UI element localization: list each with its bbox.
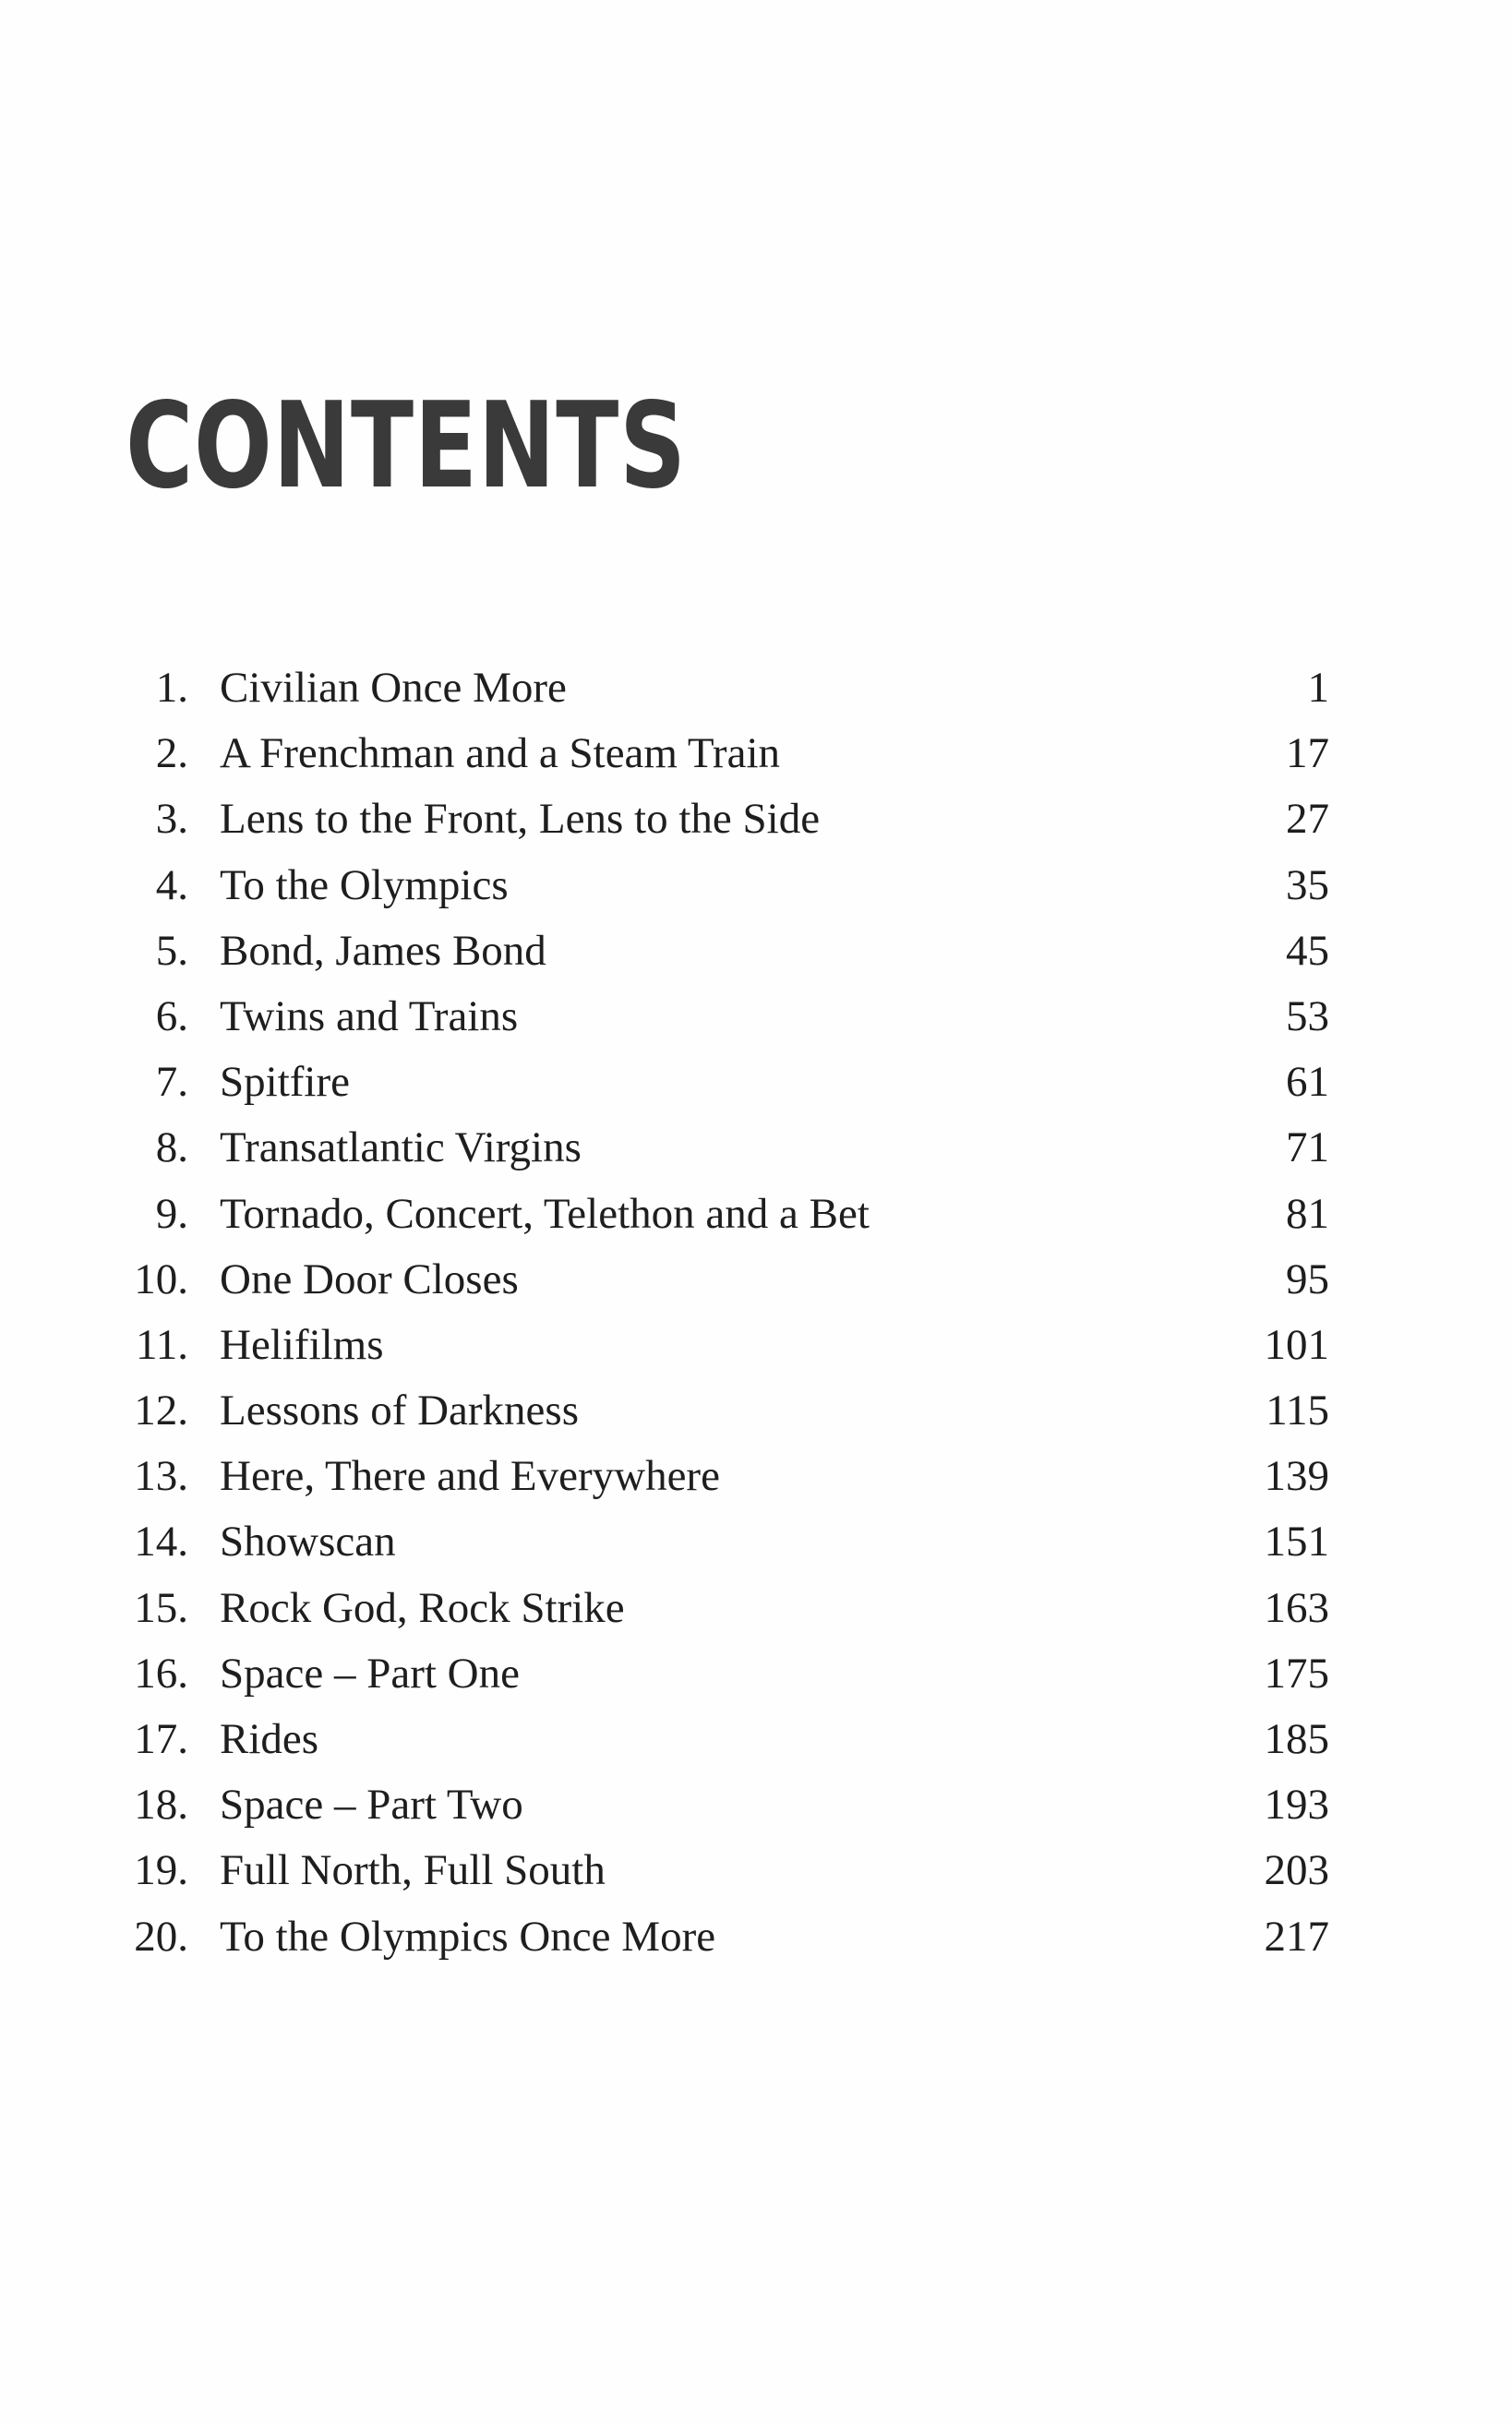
page-number: 45 bbox=[1286, 926, 1329, 975]
toc-entry bbox=[111, 1904, 1329, 1970]
page-number: 115 bbox=[1266, 1387, 1329, 1435]
chapter-title: Helifilms bbox=[220, 1320, 384, 1369]
chapter-number: 3. bbox=[155, 795, 188, 844]
toc-entry bbox=[111, 1772, 1329, 1838]
toc-entry bbox=[111, 1707, 1329, 1772]
chapter-number: 17. bbox=[134, 1715, 188, 1763]
chapter-number: 19. bbox=[134, 1846, 188, 1895]
chapter-title: Bond, James Bond bbox=[220, 926, 546, 975]
toc-entry bbox=[111, 1050, 1329, 1115]
chapter-title: Lens to the Front, Lens to the Side bbox=[220, 795, 821, 844]
chapter-number: 12. bbox=[134, 1387, 188, 1435]
page-number: 95 bbox=[1286, 1255, 1329, 1303]
chapter-number: 10. bbox=[134, 1255, 188, 1303]
chapter-title: Full North, Full South bbox=[220, 1846, 606, 1895]
chapter-title: Twins and Trains bbox=[220, 991, 519, 1040]
chapter-title: Here, There and Everywhere bbox=[220, 1452, 720, 1501]
page-number: 185 bbox=[1264, 1715, 1329, 1763]
toc-entry bbox=[111, 1378, 1329, 1444]
toc-entry bbox=[111, 1641, 1329, 1707]
page-number: 17 bbox=[1286, 729, 1329, 778]
chapter-title: Space – Part One bbox=[220, 1649, 520, 1698]
toc-entry bbox=[111, 1247, 1329, 1313]
page-number: 27 bbox=[1286, 795, 1329, 844]
chapter-title: A Frenchman and a Steam Train bbox=[220, 729, 781, 778]
chapter-number: 5. bbox=[155, 926, 188, 975]
chapter-title: Rides bbox=[220, 1715, 319, 1763]
chapter-number: 4. bbox=[155, 860, 188, 909]
page-number: 193 bbox=[1264, 1781, 1329, 1830]
chapter-title: Showscan bbox=[220, 1518, 396, 1567]
toc-entry bbox=[111, 1838, 1329, 1903]
page-number: 139 bbox=[1264, 1452, 1329, 1501]
page-number: 71 bbox=[1286, 1123, 1329, 1172]
chapter-title: Civilian Once More bbox=[220, 664, 567, 712]
chapter-number: 13. bbox=[134, 1452, 188, 1501]
chapter-number: 20. bbox=[134, 1912, 188, 1961]
toc-entry bbox=[111, 918, 1329, 984]
toc-entry bbox=[111, 1444, 1329, 1509]
page-number: 35 bbox=[1286, 860, 1329, 909]
toc-entry bbox=[111, 1576, 1329, 1641]
page-number: 61 bbox=[1286, 1058, 1329, 1107]
toc-entry bbox=[111, 1313, 1329, 1378]
chapter-number: 18. bbox=[134, 1781, 188, 1830]
page-number: 217 bbox=[1264, 1912, 1329, 1961]
chapter-number: 11. bbox=[135, 1320, 188, 1369]
toc-entry bbox=[111, 721, 1329, 786]
chapter-number: 16. bbox=[134, 1649, 188, 1698]
page-number: 1 bbox=[1307, 664, 1329, 712]
page-number: 81 bbox=[1286, 1189, 1329, 1238]
chapter-title: Space – Part Two bbox=[220, 1781, 523, 1830]
page-title: CONTENTS bbox=[126, 378, 687, 515]
chapter-number: 1. bbox=[155, 664, 188, 712]
chapter-title: Lessons of Darkness bbox=[220, 1387, 579, 1435]
chapter-title: Tornado, Concert, Telethon and a Bet bbox=[220, 1189, 870, 1238]
page-number: 53 bbox=[1286, 991, 1329, 1040]
page-number: 151 bbox=[1264, 1518, 1329, 1567]
chapter-number: 6. bbox=[155, 991, 188, 1040]
chapter-number: 8. bbox=[155, 1123, 188, 1172]
toc-entry bbox=[111, 1509, 1329, 1575]
toc-entry bbox=[111, 655, 1329, 721]
page-number: 175 bbox=[1264, 1649, 1329, 1698]
chapter-number: 7. bbox=[155, 1058, 188, 1107]
chapter-number: 9. bbox=[155, 1189, 188, 1238]
page-number: 203 bbox=[1264, 1846, 1329, 1895]
chapter-number: 15. bbox=[134, 1583, 188, 1632]
page-number: 101 bbox=[1264, 1320, 1329, 1369]
toc-entry bbox=[111, 984, 1329, 1050]
toc-entry bbox=[111, 853, 1329, 918]
chapter-title: One Door Closes bbox=[220, 1255, 519, 1303]
chapter-title: Spitfire bbox=[220, 1058, 350, 1107]
chapter-title: To the Olympics Once More bbox=[220, 1912, 716, 1961]
table-of-contents bbox=[111, 655, 1329, 1970]
toc-entry bbox=[111, 786, 1329, 852]
toc-entry bbox=[111, 1115, 1329, 1181]
toc-entry bbox=[111, 1182, 1329, 1247]
chapter-title: Transatlantic Virgins bbox=[220, 1123, 582, 1172]
chapter-title: Rock God, Rock Strike bbox=[220, 1583, 625, 1632]
chapter-title: To the Olympics bbox=[220, 860, 509, 909]
chapter-number: 14. bbox=[134, 1518, 188, 1567]
chapter-number: 2. bbox=[155, 729, 188, 778]
page-number: 163 bbox=[1264, 1583, 1329, 1632]
